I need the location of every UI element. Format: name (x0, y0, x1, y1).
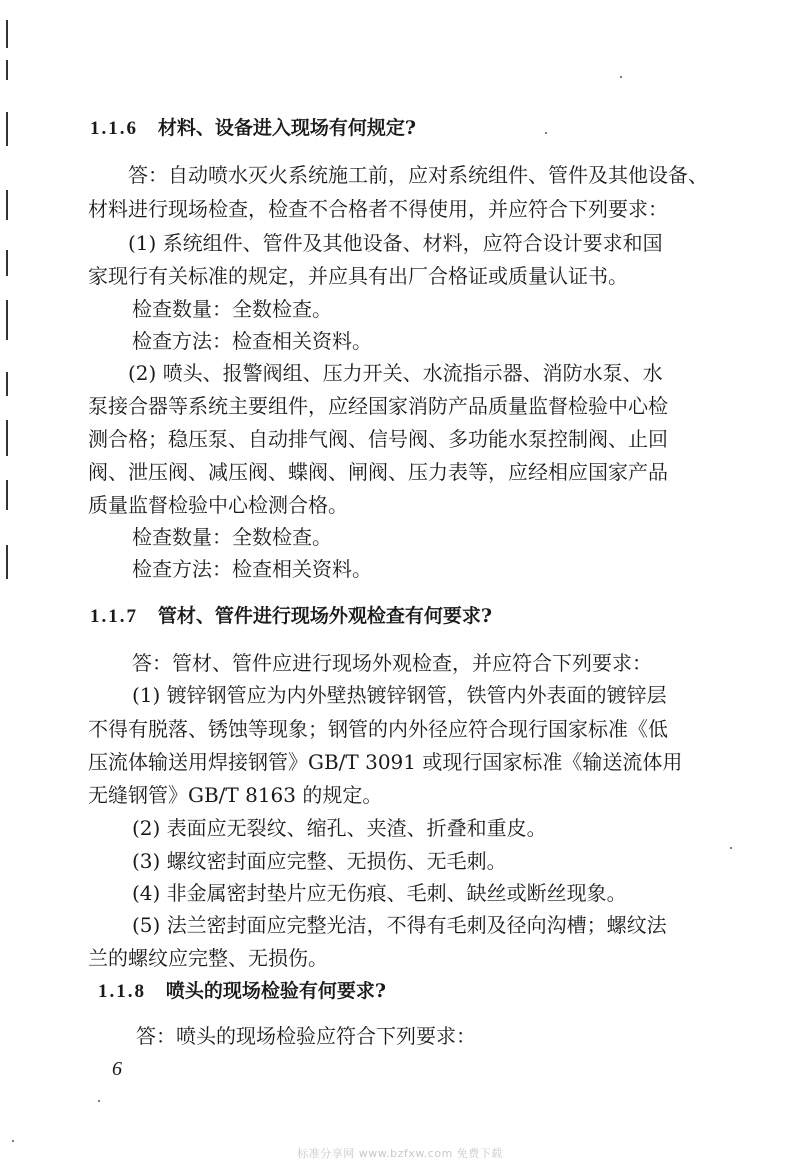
body-line: 答：管材、管件应进行现场外观检查，并应符合下列要求： (132, 651, 652, 675)
body-line: (1) 系统组件、管件及其他设备、材料，应符合设计要求和国 (128, 231, 663, 255)
scan-speck (12, 1140, 14, 1142)
body-line: 检查数量：全数检查。 (132, 525, 332, 549)
scan-speck (98, 1100, 100, 1102)
body-line: 检查方法：检查相关资料。 (132, 329, 372, 353)
body-line: (1) 镀锌钢管应为内外壁热镀锌钢管，铁管内外表面的镀锌层 (132, 683, 667, 707)
scan-speck (545, 132, 547, 134)
body-line: 答：喷头的现场检验应符合下列要求： (136, 1024, 476, 1048)
scan-edge-mark (6, 60, 8, 80)
body-line: 阀、泄压阀、减压阀、蝶阀、闸阀、压力表等，应经相应国家产品 (88, 460, 668, 484)
section-heading (90, 603, 492, 630)
body-line: 兰的螺纹应完整、无损伤。 (88, 946, 328, 970)
section-title: 材料、设备进入现场有何规定? (157, 117, 416, 139)
body-line: 材料进行现场检查，检查不合格者不得使用，并应符合下列要求： (88, 197, 668, 221)
section-heading (98, 978, 386, 1005)
scan-edge-mark (6, 112, 8, 146)
scan-edge-mark (6, 372, 8, 396)
scan-edge-mark (6, 480, 8, 510)
body-line: 答：自动喷水灭火系统施工前，应对系统组件、管件及其他设备、 (128, 163, 708, 187)
body-line: 泵接合器等系统主要组件，应经国家消防产品质量监督检验中心检 (88, 394, 668, 418)
scan-edge-mark (6, 545, 8, 579)
body-line: (2) 喷头、报警阀组、压力开关、水流指示器、消防水泵、水 (128, 361, 663, 385)
body-line: 无缝钢管》GB/T 8163 的规定。 (88, 783, 383, 807)
scan-speck (620, 76, 622, 78)
section-number: 1.1.7 (90, 606, 138, 627)
watermark: 标准分享网 www.bzfxw.com 免费下载 (297, 1147, 503, 1160)
body-line: (5) 法兰密封面应完整光洁，不得有毛刺及径向沟槽；螺纹法 (132, 913, 667, 937)
section-number: 1.1.6 (90, 118, 138, 139)
body-line: (3) 螺纹密封面应完整、无损伤、无毛刺。 (132, 849, 507, 873)
body-line: 质量监督检验中心检测合格。 (88, 493, 348, 517)
scan-edge-mark (6, 420, 8, 456)
body-line: 检查方法：检查相关资料。 (132, 557, 372, 581)
section-heading (90, 115, 416, 142)
body-line: (4) 非金属密封垫片应无伤痕、毛刺、缺丝或断丝现象。 (132, 881, 627, 905)
page-number: 6 (112, 1058, 122, 1080)
scan-edge-mark (6, 190, 8, 220)
body-line: 测合格；稳压泵、自动排气阀、信号阀、多功能水泵控制阀、止回 (88, 427, 668, 451)
section-title: 管材、管件进行现场外观检查有何要求? (157, 605, 492, 627)
body-line: (2) 表面应无裂纹、缩孔、夹渣、折叠和重皮。 (132, 816, 547, 840)
body-line: 检查数量：全数检查。 (132, 297, 332, 321)
scan-edge-mark (6, 20, 8, 48)
body-line: 压流体输送用焊接钢管》GB/T 3091 或现行国家标准《输送流体用 (88, 750, 683, 774)
body-line: 家现行有关标准的规定，并应具有出厂合格证或质量认证书。 (88, 264, 628, 288)
section-number: 1.1.8 (98, 981, 146, 1002)
scan-edge-mark (6, 250, 8, 276)
section-title: 喷头的现场检验有何要求? (165, 980, 386, 1002)
body-line: 不得有脱落、锈蚀等现象；钢管的内外径应符合现行国家标准《低 (88, 717, 668, 741)
scan-edge-mark (6, 300, 8, 340)
scan-speck (730, 847, 732, 849)
